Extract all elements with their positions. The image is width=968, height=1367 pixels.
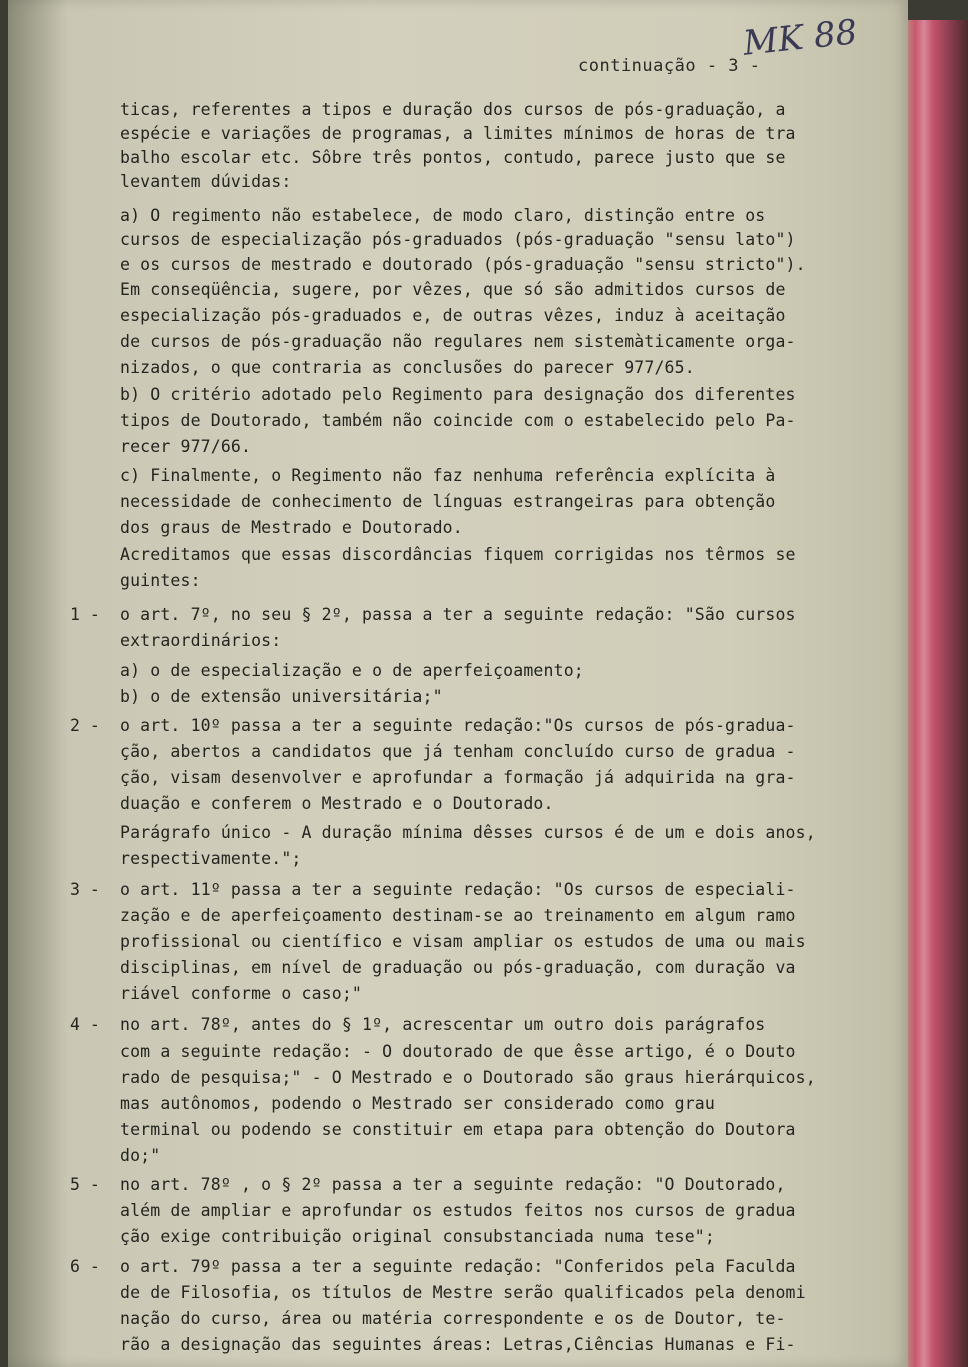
text-line: profissional ou científico e visam ampliar os estudos de uma ou mais [120, 932, 806, 951]
text-line: Em conseqüência, sugere, por vêzes, que só são admitidos cursos de [120, 280, 786, 299]
text-line: disciplinas, em nível de graduação ou pós-graduação, com duração va [120, 958, 796, 977]
text-line: dos graus de Mestrado e Doutorado. [120, 518, 463, 537]
text-line: balho escolar etc. Sôbre três pontos, contudo, parece justo que se [120, 148, 786, 167]
text-line: especialização pós-graduados e, de outras vêzes, induz à aceitação [120, 306, 786, 325]
text-line: espécie e variações de programas, a limites mínimos de horas de tra [120, 124, 796, 143]
text-line: ção exige contribuição original consubstanciada numa tese"; [120, 1227, 715, 1246]
text-line: o art. 7º, no seu § 2º, passa a ter a seguinte redação: "São cursos [120, 605, 796, 624]
text-line: de de Filosofia, os títulos de Mestre serão qualificados pela denomi [120, 1283, 806, 1302]
item-number: 3 - [70, 880, 100, 899]
text-line: c) Finalmente, o Regimento não faz nenhuma referência explícita à [120, 466, 776, 485]
text-line: e os cursos de mestrado e doutorado (pós-graduação "sensu stricto"). [120, 255, 806, 274]
text-line: tipos de Doutorado, também não coincide com o estabelecido pelo Pa- [120, 411, 796, 430]
text-line: rão a designação das seguintes áreas: Letras,Ciências Humanas e Fi- [120, 1335, 796, 1354]
text-line: terminal ou podendo se constituir em etapa para obtenção do Doutora [120, 1120, 796, 1139]
text-line: ção, abertos a candidatos que já tenham concluído curso de gradua - [120, 742, 796, 761]
text-line: o art. 10º passa a ter a seguinte redação:"Os cursos de pós-gradua- [120, 716, 796, 735]
text-line: a) o de especialização e o de aperfeiçoamento; [120, 661, 584, 680]
text-line: além de ampliar e aprofundar os estudos feitos nos cursos de gradua [120, 1201, 796, 1220]
text-line: b) O critério adotado pelo Regimento para designação dos diferentes [120, 385, 796, 404]
text-line: o art. 11º passa a ter a seguinte redação: "Os cursos de especiali- [120, 880, 796, 899]
handwritten-signature: MK 88 [741, 12, 860, 64]
text-line: no art. 78º, antes do § 1º, acrescentar um outro dois parágrafos [120, 1015, 766, 1034]
text-line: de cursos de pós-graduação não regulares nem sistemàticamente orga- [120, 332, 796, 351]
text-line: rado de pesquisa;" - O Mestrado e o Doutorado são graus hierárquicos, [120, 1068, 816, 1087]
item-number: 6 - [70, 1257, 100, 1276]
page-header: continuação - 3 - [578, 56, 761, 76]
text-line: ção, visam desenvolver e aprofundar a formação já adquirida na gra- [120, 768, 796, 787]
text-line: recer 977/66. [120, 437, 252, 456]
item-number: 2 - [70, 716, 100, 735]
text-line: duação e conferem o Mestrado e o Doutorado. [120, 794, 554, 813]
text-line: necessidade de conhecimento de línguas estrangeiras para obtenção [120, 492, 776, 511]
text-line: guintes: [120, 571, 201, 590]
item-number: 4 - [70, 1015, 100, 1034]
text-line: cursos de especialização pós-graduados (pós-graduação "sensu lato") [120, 230, 796, 249]
text-line: nação do curso, área ou matéria correspondente e os de Doutor, te- [120, 1309, 786, 1328]
text-line: nizados, o que contraria as conclusões do parecer 977/65. [120, 358, 695, 377]
text-line: do;" [120, 1146, 161, 1165]
item-number: 5 - [70, 1175, 100, 1194]
document-page [8, 0, 908, 1367]
text-line: a) O regimento não estabelece, de modo claro, distinção entre os [120, 206, 766, 225]
item-number: 1 - [70, 605, 100, 624]
text-line: extraordinários: [120, 631, 282, 650]
text-line: riável conforme o caso;" [120, 984, 363, 1003]
text-line: levantem dúvidas: [120, 172, 292, 191]
text-line: Parágrafo único - A duração mínima dêsses cursos é de um e dois anos, [120, 823, 816, 842]
text-line: no art. 78º , o § 2º passa a ter a seguinte redação: "O Doutorado, [120, 1175, 786, 1194]
text-line: respectivamente."; [120, 849, 302, 868]
text-line: b) o de extensão universitária;" [120, 687, 443, 706]
text-line: ticas, referentes a tipos e duração dos cursos de pós-graduação, a [120, 100, 786, 119]
text-line: mas autônomos, podendo o Mestrado ser considerado como grau [120, 1094, 715, 1113]
text-line: zação e de aperfeiçoamento destinam-se ao treinamento em algum ramo [120, 906, 796, 925]
text-line: o art. 79º passa a ter a seguinte redação: "Conferidos pela Faculda [120, 1257, 796, 1276]
text-line: Acreditamos que essas discordâncias fiquem corrigidas nos têrmos se [120, 545, 796, 564]
text-line: com a seguinte redação: - O doutorado de que êsse artigo, é o Douto [120, 1042, 796, 1061]
